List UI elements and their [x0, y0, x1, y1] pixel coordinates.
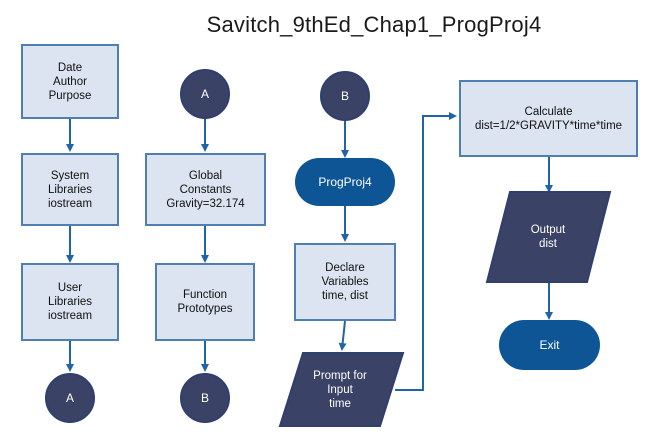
- calculate-box: Calculate dist=1/2*GRAVITY*time*time: [459, 80, 638, 157]
- user-libraries-box: User Libraries iostream: [21, 263, 119, 341]
- prompt-input-label: Prompt for Input time: [313, 369, 367, 410]
- exit-terminal: Exit: [499, 320, 600, 370]
- connector-b-out: B: [180, 373, 230, 423]
- system-libraries-box: System Libraries iostream: [21, 153, 119, 226]
- arrow-declare-to-prompt: [342, 321, 345, 349]
- global-constants-box: Global Constants Gravity=32.174: [145, 153, 266, 226]
- connector-a-in: A: [180, 69, 230, 119]
- function-prototypes-box: Function Prototypes: [155, 263, 255, 341]
- header-box: Date Author Purpose: [21, 44, 119, 119]
- diagram-title: Savitch_9thEd_Chap1_ProgProj4: [206, 12, 542, 37]
- output-label: Output dist: [530, 224, 566, 250]
- declare-variables-box: Declare Variables time, dist: [294, 243, 396, 321]
- connector-b-in: B: [320, 71, 370, 121]
- start-terminal: ProgProj4: [295, 158, 395, 206]
- arrow-prompt-to-calculate: [395, 116, 455, 390]
- connector-a-out: A: [45, 373, 95, 423]
